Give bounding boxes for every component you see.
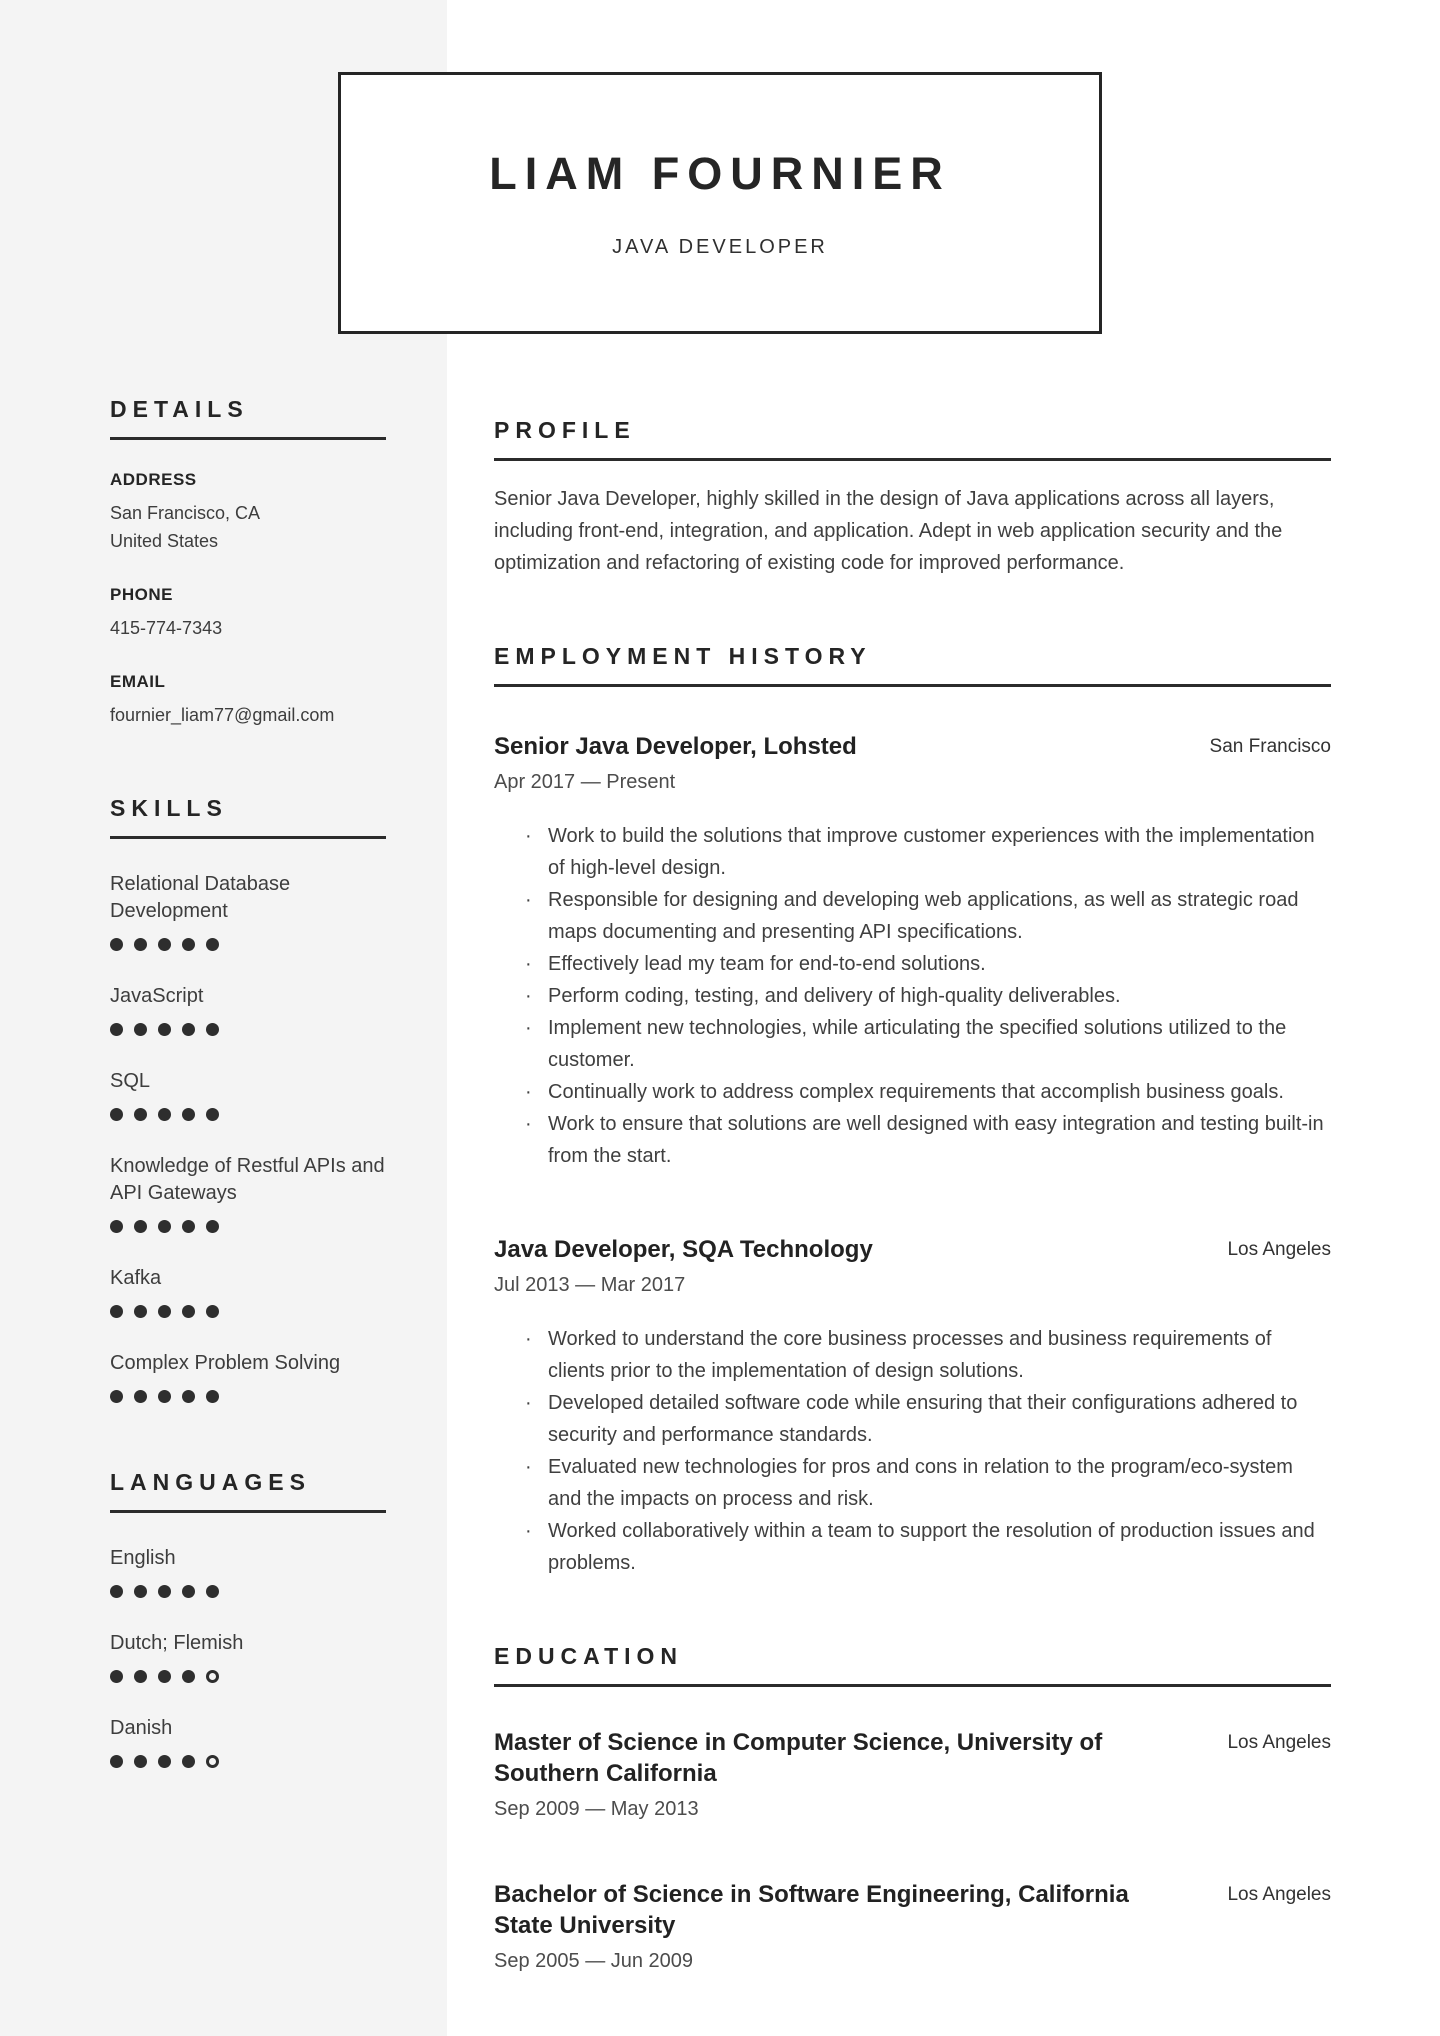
language-level-dots <box>110 1585 386 1598</box>
job-bullet <box>494 1451 1331 1515</box>
details-heading: DETAILS <box>110 396 249 422</box>
bullet-text: Responsible for designing and developing web applications, as well as strategic road maps documenting and presenting API specifications. <box>548 889 1299 943</box>
skills-heading: SKILLS <box>110 795 228 821</box>
skill-item <box>110 1153 386 1233</box>
skills-section <box>110 795 386 1403</box>
skill-level-dots <box>110 1390 386 1403</box>
education-heading: EDUCATION <box>494 1643 684 1669</box>
bullet-marker-icon: · <box>525 825 532 847</box>
level-dot-filled <box>206 1220 219 1233</box>
bullet-marker-icon: · <box>525 889 532 911</box>
language-level-dots <box>110 1755 386 1768</box>
bullet-text: Effectively lead my team for end-to-end solutions. <box>548 953 986 975</box>
education-entry <box>494 1727 1331 1821</box>
job-bullet <box>494 980 1331 1012</box>
level-dot-filled <box>134 1023 147 1036</box>
bullet-marker-icon: · <box>525 1520 532 1542</box>
level-dot-filled <box>134 1108 147 1121</box>
level-dot-filled <box>182 1670 195 1683</box>
bullet-text: Developed detailed software code while ensuring that their configurations adhered to security and performance standards. <box>548 1392 1298 1446</box>
job-entry <box>494 731 1331 1172</box>
bullet-marker-icon: · <box>525 953 532 975</box>
level-dot-filled <box>182 1305 195 1318</box>
bullet-text: Worked collaboratively within a team to support the resolution of production issues and problems. <box>548 1520 1315 1574</box>
level-dot-filled <box>134 1755 147 1768</box>
education-header-row <box>494 1879 1331 1941</box>
level-dot-filled <box>182 1755 195 1768</box>
profile-text: Senior Java Developer, highly skilled in the design of Java applications across all layers, including front-end, integration, and application. Adept in web application security and the optimization and refactoring of existing code for improved performance. <box>494 488 1283 574</box>
language-item <box>110 1715 386 1768</box>
skill-item <box>110 1265 386 1318</box>
phone-field <box>110 585 386 642</box>
job-header-row <box>494 1234 1331 1265</box>
skill-level-dots <box>110 1023 386 1036</box>
education-dates: Sep 2009 — May 2013 <box>494 1798 699 1820</box>
job-bullet <box>494 1012 1331 1076</box>
bullet-text: Worked to understand the core business processes and business requirements of clients prior to the implementation of design solutions. <box>548 1328 1272 1382</box>
bullet-text: Implement new technologies, while articulating the specified solutions utilized to the customer. <box>548 1017 1287 1071</box>
job-bullet <box>494 948 1331 980</box>
skill-name: Complex Problem Solving <box>110 1352 341 1374</box>
bullet-marker-icon: · <box>525 1328 532 1350</box>
level-dot-filled <box>182 1390 195 1403</box>
job-bullet <box>494 884 1331 948</box>
bullet-text: Work to ensure that solutions are well designed with easy integration and testing built-in from the start. <box>548 1113 1324 1167</box>
employment-divider <box>494 684 1331 687</box>
level-dot-filled <box>110 1755 123 1768</box>
level-dot-filled <box>206 938 219 951</box>
job-bullet <box>494 1515 1331 1579</box>
employment-heading: EMPLOYMENT HISTORY <box>494 643 872 669</box>
level-dot-filled <box>206 1305 219 1318</box>
job-bullet <box>494 1108 1331 1172</box>
bullet-marker-icon: · <box>525 1392 532 1414</box>
language-level-dots <box>110 1670 386 1683</box>
person-name: LIAM FOURNIER <box>489 147 951 199</box>
level-dot-filled <box>158 1585 171 1598</box>
address-label: ADDRESS <box>110 470 197 489</box>
level-dot-filled <box>110 938 123 951</box>
languages-heading: LANGUAGES <box>110 1469 311 1495</box>
education-dates: Sep 2005 — Jun 2009 <box>494 1950 694 1972</box>
skill-name: JavaScript <box>110 985 204 1007</box>
level-dot-filled <box>182 1585 195 1598</box>
person-title: JAVA DEVELOPER <box>612 235 828 258</box>
level-dot-filled <box>158 1755 171 1768</box>
skills-divider <box>110 836 386 839</box>
address-line-country: United States <box>110 531 219 551</box>
skill-level-dots <box>110 1108 386 1121</box>
skill-name: SQL <box>110 1070 151 1092</box>
job-header-row <box>494 731 1331 762</box>
bullet-marker-icon: · <box>525 1081 532 1103</box>
details-divider <box>110 437 386 440</box>
address-line-city: San Francisco, CA <box>110 503 261 523</box>
level-dot-empty <box>206 1755 219 1768</box>
profile-section <box>494 417 1331 579</box>
bullet-text: Continually work to address complex requirements that accomplish business goals. <box>548 1081 1284 1103</box>
job-bullet <box>494 1387 1331 1451</box>
level-dot-filled <box>134 1670 147 1683</box>
level-dot-filled <box>182 938 195 951</box>
skill-name: Knowledge of Restful APIs and API Gateways <box>110 1155 385 1204</box>
phone-label: PHONE <box>110 585 173 604</box>
level-dot-filled <box>182 1220 195 1233</box>
skill-level-dots <box>110 1220 386 1233</box>
email-field <box>110 672 386 729</box>
skill-name: Kafka <box>110 1267 162 1289</box>
skill-level-dots <box>110 1305 386 1318</box>
skill-item <box>110 1068 386 1121</box>
level-dot-filled <box>134 938 147 951</box>
level-dot-filled <box>158 1305 171 1318</box>
main-content <box>494 417 1331 1973</box>
job-bullet <box>494 820 1331 884</box>
job-bullet <box>494 1076 1331 1108</box>
phone-value: 415-774-7343 <box>110 618 223 638</box>
level-dot-filled <box>158 1670 171 1683</box>
education-entry <box>494 1879 1331 1973</box>
education-title: Master of Science in Computer Science, University of Southern California <box>494 1729 1103 1787</box>
level-dot-filled <box>110 1305 123 1318</box>
level-dot-filled <box>206 1390 219 1403</box>
level-dot-filled <box>206 1108 219 1121</box>
education-section <box>494 1643 1331 1973</box>
language-name: Danish <box>110 1717 173 1739</box>
employment-section <box>494 643 1331 1579</box>
education-divider <box>494 1684 1331 1687</box>
level-dot-filled <box>134 1390 147 1403</box>
level-dot-filled <box>110 1108 123 1121</box>
level-dot-filled <box>158 938 171 951</box>
skill-level-dots <box>110 938 386 951</box>
education-header-row <box>494 1727 1331 1789</box>
level-dot-empty <box>206 1670 219 1683</box>
bullet-marker-icon: · <box>525 1456 532 1478</box>
level-dot-filled <box>134 1585 147 1598</box>
job-bullet-list <box>494 820 1331 1172</box>
bullet-text: Work to build the solutions that improve customer experiences with the implementation of high-level design. <box>548 825 1315 879</box>
education-location: Los Angeles <box>1227 1732 1331 1753</box>
bullet-marker-icon: · <box>525 1017 532 1039</box>
level-dot-filled <box>158 1108 171 1121</box>
education-title: Bachelor of Science in Software Engineering, California State University <box>494 1881 1129 1939</box>
level-dot-filled <box>134 1305 147 1318</box>
job-dates: Jul 2013 — Mar 2017 <box>494 1274 686 1296</box>
language-name: Dutch; Flemish <box>110 1632 244 1654</box>
bullet-text: Perform coding, testing, and delivery of high-quality deliverables. <box>548 985 1121 1007</box>
level-dot-filled <box>110 1390 123 1403</box>
bullet-marker-icon: · <box>525 985 532 1007</box>
address-field <box>110 470 386 555</box>
level-dot-filled <box>158 1390 171 1403</box>
email-value: fournier_liam77@gmail.com <box>110 705 335 725</box>
header-box <box>338 72 1102 334</box>
level-dot-filled <box>182 1023 195 1036</box>
level-dot-filled <box>110 1023 123 1036</box>
level-dot-filled <box>110 1220 123 1233</box>
languages-section <box>110 1469 386 1768</box>
job-title: Senior Java Developer, Lohsted <box>494 733 857 760</box>
profile-heading: PROFILE <box>494 417 636 443</box>
job-location: Los Angeles <box>1227 1239 1331 1260</box>
bullet-marker-icon: · <box>525 1113 532 1135</box>
profile-divider <box>494 458 1331 461</box>
level-dot-filled <box>110 1585 123 1598</box>
job-bullet <box>494 1323 1331 1387</box>
level-dot-filled <box>182 1108 195 1121</box>
level-dot-filled <box>134 1220 147 1233</box>
skill-name: Relational Database Development <box>110 873 291 922</box>
language-item <box>110 1545 386 1598</box>
job-entry <box>494 1234 1331 1579</box>
level-dot-filled <box>110 1670 123 1683</box>
skill-item <box>110 871 386 951</box>
level-dot-filled <box>158 1220 171 1233</box>
job-bullet-list <box>494 1323 1331 1579</box>
language-name: English <box>110 1547 176 1569</box>
details-section <box>110 396 386 729</box>
skill-item <box>110 983 386 1036</box>
languages-divider <box>110 1510 386 1513</box>
level-dot-filled <box>206 1023 219 1036</box>
email-label: EMAIL <box>110 672 166 691</box>
job-dates: Apr 2017 — Present <box>494 771 676 793</box>
education-location: Los Angeles <box>1227 1884 1331 1905</box>
language-item <box>110 1630 386 1683</box>
level-dot-filled <box>158 1023 171 1036</box>
level-dot-filled <box>206 1585 219 1598</box>
skill-item <box>110 1350 386 1403</box>
job-location: San Francisco <box>1209 736 1331 757</box>
bullet-text: Evaluated new technologies for pros and cons in relation to the program/eco-system and the impacts on process and risk. <box>548 1456 1293 1510</box>
job-title: Java Developer, SQA Technology <box>494 1236 873 1263</box>
